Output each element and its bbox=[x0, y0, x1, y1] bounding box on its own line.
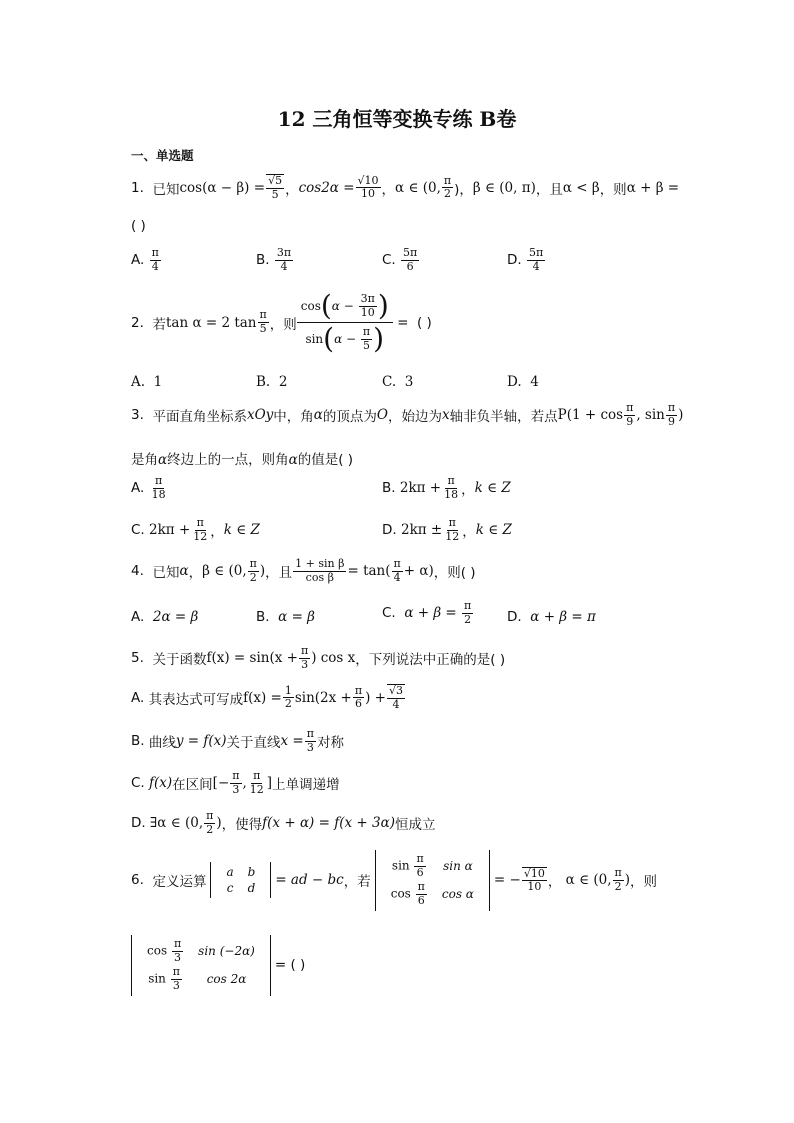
fraction: $\frac{√10}{10}$ bbox=[357, 173, 379, 201]
question-3-line-2: 是角α终边上的一点，则角α的值是( ) bbox=[131, 452, 354, 468]
option-b[interactable]: B. α = β bbox=[256, 609, 315, 625]
option-c[interactable]: C. 3 bbox=[382, 374, 414, 390]
option-c[interactable]: C. $\frac{5\pi}{6}$ bbox=[382, 246, 418, 273]
determinant: cos $\frac{\pi}{3}$ sin (−2α) sin $\frac{\pi}{3}$ cos 2α bbox=[131, 935, 271, 996]
question-6: 6. 定义运算 a b c d = ad − bc ，若 sin $\frac{\pi}{6}$ sin α cos $\frac{\pi}{6}$ cos α = − $\frac{√10}{10}$ ， α ∈ (0, $\frac{\pi}{2}$ ) ，则 bbox=[131, 850, 657, 911]
option-d[interactable]: D. ∃α ∈ (0, $\frac{\pi}{2}$ ) ，使得 f(x + α) = f(x + 3α) 恒成立 bbox=[131, 809, 436, 836]
section-heading: 一、单选题 bbox=[131, 148, 194, 163]
option-a[interactable]: A. $\frac{\pi}{18}$ bbox=[131, 474, 166, 501]
option-d[interactable]: D. α + β = π bbox=[507, 609, 596, 625]
fraction: $\frac{\pi}{2}$ bbox=[443, 173, 452, 201]
question-6-line-2: cos $\frac{\pi}{3}$ sin (−2α) sin $\frac{\pi}{3}$ cos 2α = ( ) bbox=[131, 935, 305, 996]
question-1: 1. 已知 cos(α − β) = $\frac{√5}{5}$ ， cos2α = $\frac{√10}{10}$ ， α ∈ (0, $\frac{\pi}{2}$ )， β ∈ (0, π) ，且 α < β ，则 α + β = bbox=[131, 173, 680, 201]
question-4: 4. 已知 α ， β ∈ (0, $\frac{\pi}{2}$ ) ，且 $\frac{\text{1 + sin β}}{\text{cos β}}$ = tan( $\frac{\pi}{4}$ + α) ，则( ) bbox=[131, 557, 476, 584]
option-b[interactable]: B. 2 bbox=[256, 374, 288, 390]
question-text: 已知 bbox=[152, 181, 180, 198]
option-a[interactable]: A. 2α = β bbox=[131, 609, 199, 625]
option-b[interactable]: B. 2kπ + $\frac{\pi}{18}$ ， k ∈ Z bbox=[382, 474, 511, 501]
option-a[interactable]: A. 其表达式可写成 f(x) = $\frac{1}{2}$ sin(2x + $\frac{\pi}{6}$ ) + $\frac{√3}{4}$ bbox=[131, 683, 403, 711]
option-d[interactable]: D. 4 bbox=[507, 374, 539, 390]
option-d[interactable]: D. 2kπ ± $\frac{\pi}{12}$ ， k ∈ Z bbox=[382, 516, 512, 543]
option-b[interactable]: B. $\frac{3\pi}{4}$ bbox=[256, 246, 292, 273]
determinant: a b c d bbox=[210, 862, 271, 898]
option-c[interactable]: C. f(x) 在区间 [− $\frac{\pi}{3}$ , $\frac{\pi}{12}$ ] 上单调递增 bbox=[131, 769, 340, 796]
question-number: 1. bbox=[131, 179, 144, 196]
option-c[interactable]: C. 2kπ + $\frac{\pi}{12}$ ， k ∈ Z bbox=[131, 516, 260, 543]
option-a[interactable]: A. 1 bbox=[131, 374, 163, 390]
math-expression: cos(α − β) = bbox=[179, 179, 266, 196]
question-5: 5. 关于函数 f(x) = sin(x + $\frac{\pi}{3}$ ) cos x ，下列说法中正确的是( ) bbox=[131, 644, 506, 671]
answer-bracket: ( ) bbox=[131, 218, 146, 234]
option-a[interactable]: A. $\frac{\pi}{4}$ bbox=[131, 246, 159, 273]
determinant: sin $\frac{\pi}{6}$ sin α cos $\frac{\pi}{6}$ cos α bbox=[375, 850, 490, 911]
page-title: 12 三角恒等变换专练 B卷 bbox=[277, 107, 517, 131]
big-fraction: cos ( α − $\frac{3\pi}{10}$ ) sin ( α − $\frac{\pi}{5}$ ) bbox=[297, 290, 393, 355]
option-c[interactable]: C. α + β = $\frac{\pi}{2}$ bbox=[382, 599, 472, 626]
option-b[interactable]: B. 曲线 y = f(x) 关于直线 x = $\frac{\pi}{3}$ 对称 bbox=[131, 727, 344, 754]
question-3: 3. 平面直角坐标系 xOy 中，角 α 的顶点为 O ，始边为 x 轴非负半轴，若点 P(1 + cos $\frac{\pi}{9}$ , sin $\frac{\pi}{9}$ ) bbox=[131, 401, 684, 428]
option-d[interactable]: D. $\frac{5\pi}{4}$ bbox=[507, 246, 544, 273]
question-2: 2. 若 tan α = 2 tan $\frac{\pi}{5}$ ，则 cos ( α − $\frac{3\pi}{10}$ ) sin ( α − $\frac{\pi}{5}$ ) = ( ) bbox=[131, 289, 432, 355]
fraction: $\frac{√5}{5}$ bbox=[268, 174, 283, 201]
